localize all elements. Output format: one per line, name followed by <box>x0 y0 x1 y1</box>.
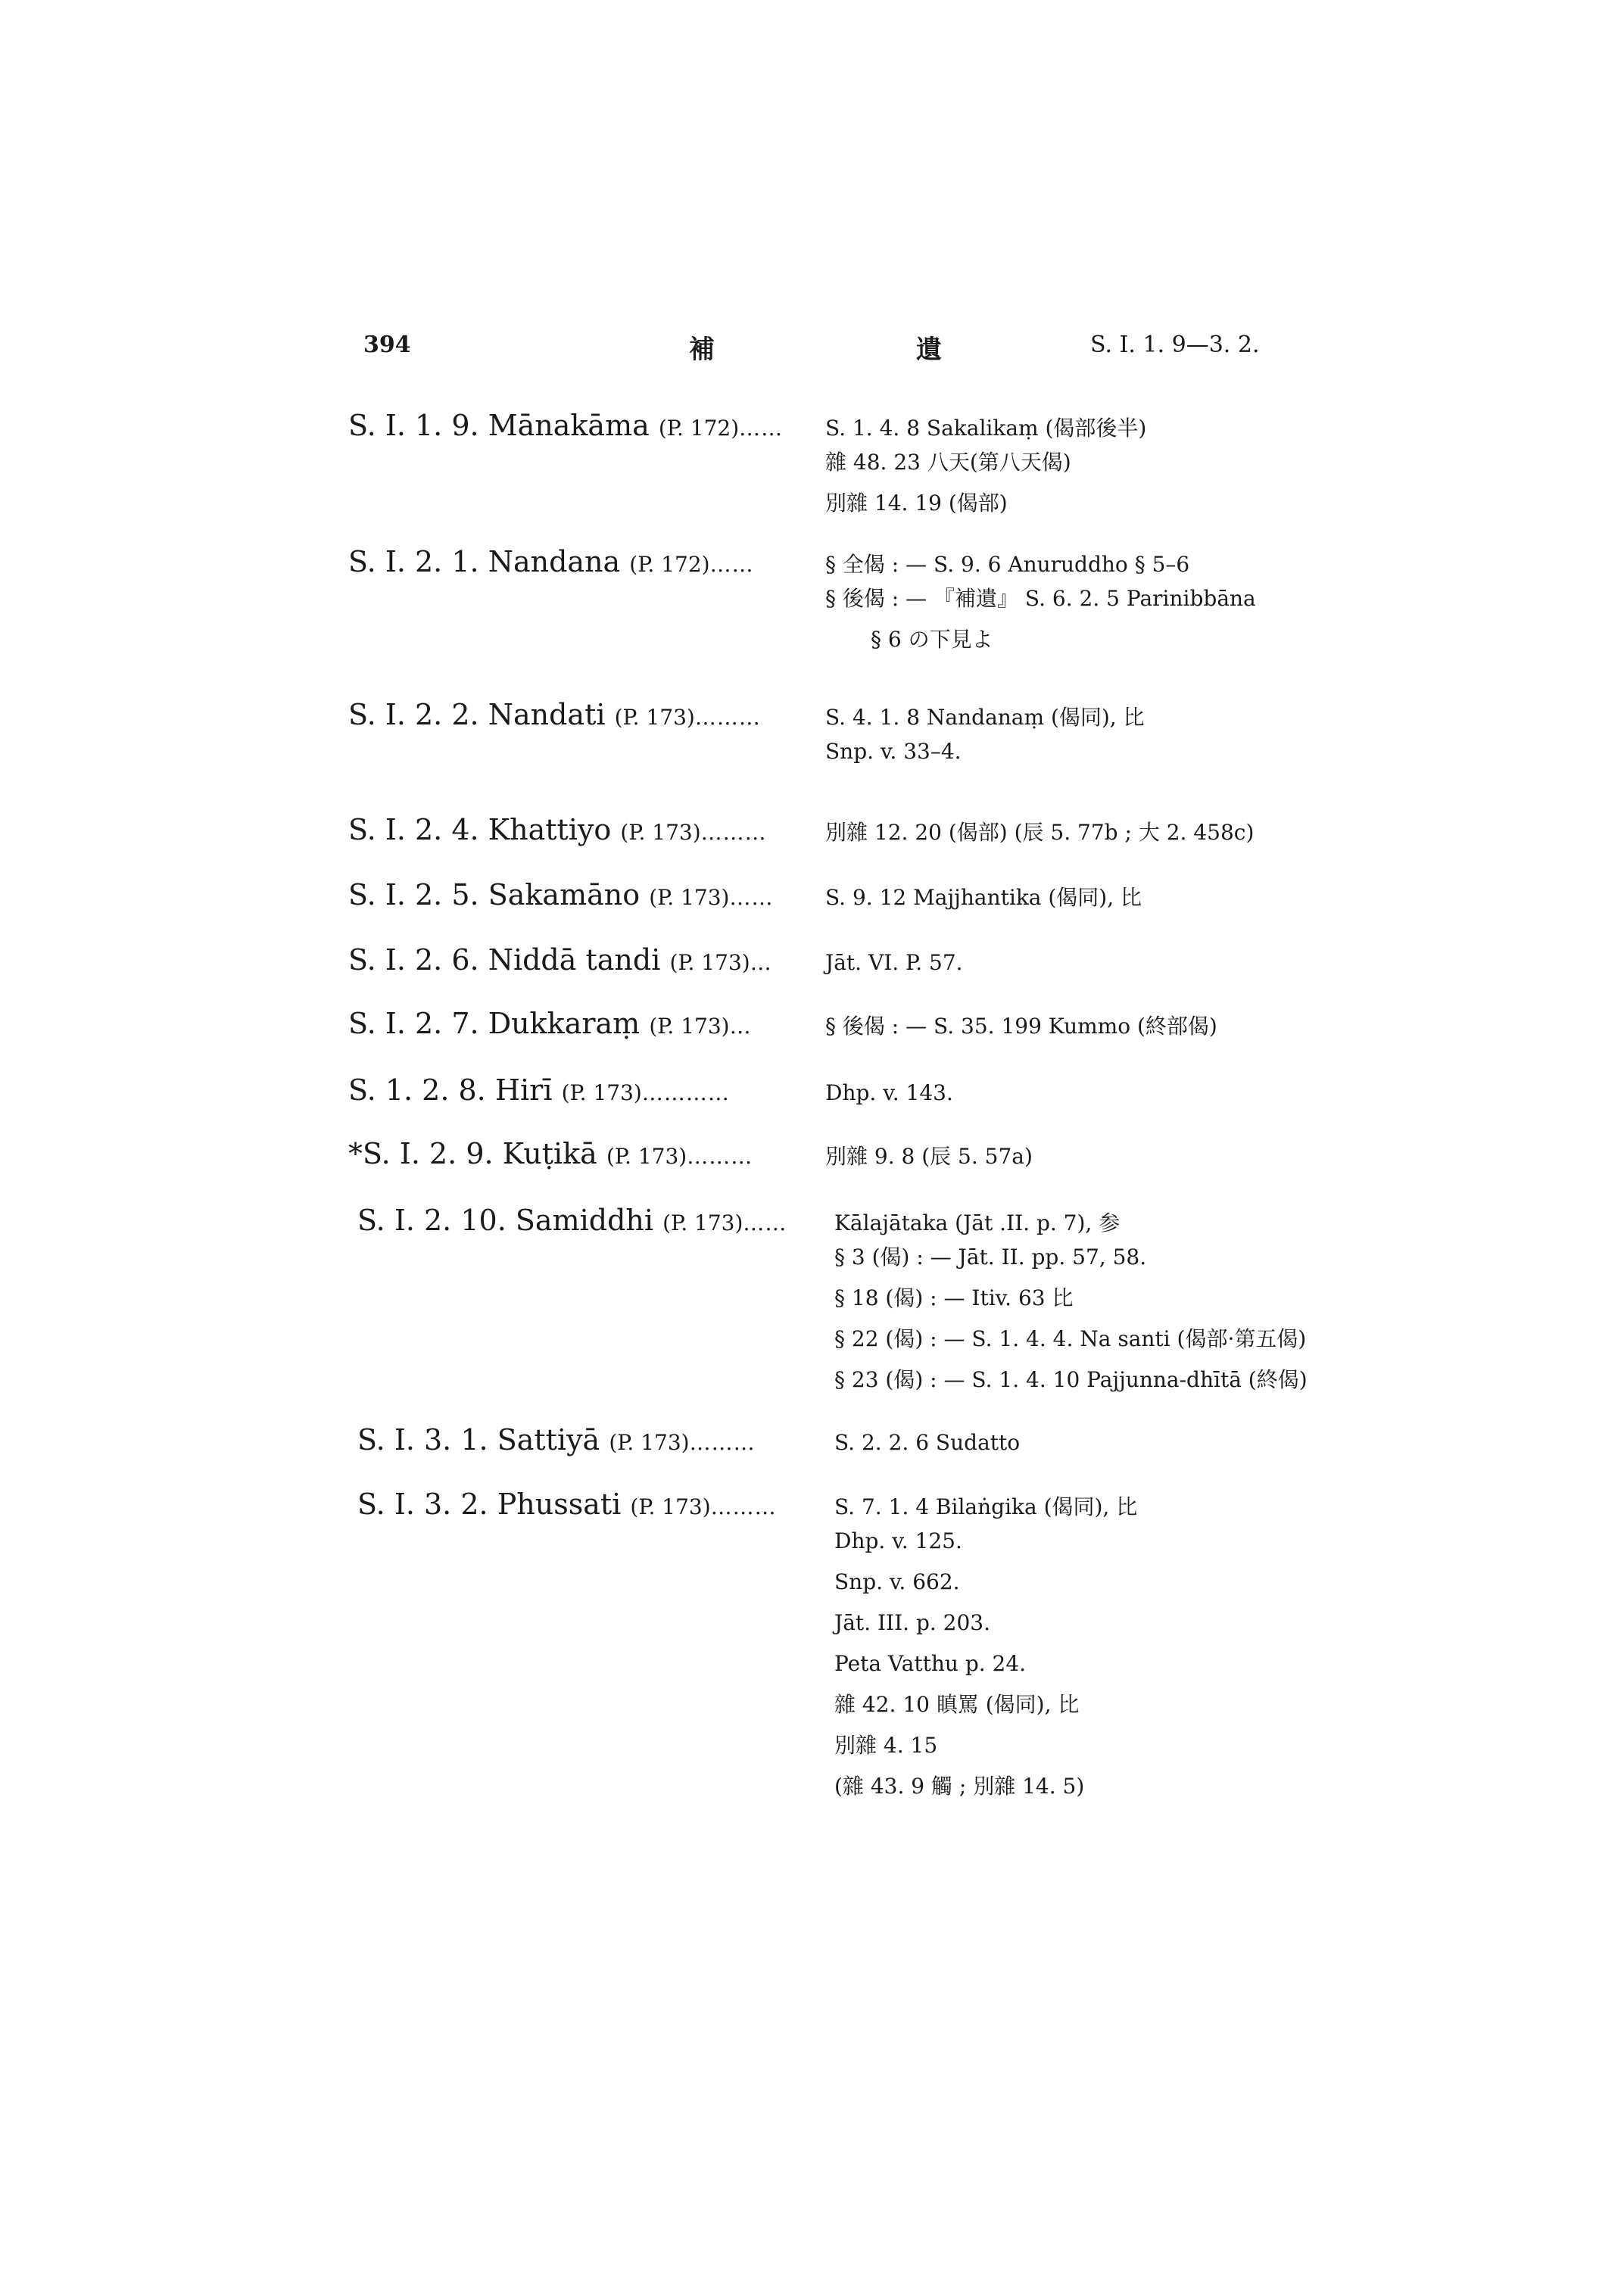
page-header <box>363 332 1302 369</box>
header-title-char-1: 補 <box>689 335 715 365</box>
entry-name: Sattiyā <box>497 1423 600 1456</box>
entry-heading <box>357 1204 834 1237</box>
header-title-char-2: 遺 <box>916 335 942 365</box>
entry-line <box>348 1137 1033 1170</box>
entry-reference: S. 1. 4. 8 Sakalikaṃ (偈部後半) <box>825 416 1147 441</box>
entry-reference: 別雜 14. 19 (偈部) <box>825 491 1008 516</box>
entry-name: Kuṭikā <box>502 1137 597 1170</box>
entry-heading <box>348 1137 825 1170</box>
entry-reference-block <box>834 1521 1137 1807</box>
entry-line <box>348 813 1254 846</box>
entry-id: S. I. 3. 1. <box>357 1423 488 1456</box>
entry <box>348 698 1145 772</box>
entry-reference: § 後偈 : — 『補遺』 S. 6. 2. 5 Parinibbāna <box>825 586 1256 611</box>
entry-reference: § 22 (偈) : — S. 1. 4. 4. Na santi (偈部·第五偈) <box>834 1326 1307 1351</box>
entry-reference: Snp. v. 33–4. <box>825 739 962 764</box>
entry-name: Nandati <box>488 698 606 731</box>
entry-reference: 別雜 4. 15 <box>834 1733 938 1758</box>
entry-reference: Peta Vatthu p. 24. <box>834 1651 1027 1676</box>
entry-line <box>357 1423 1020 1456</box>
entry-reference: § 6 の下見よ <box>871 627 993 652</box>
entry-page-ref: (P. 173) <box>609 1430 690 1455</box>
entry <box>348 545 1256 660</box>
entry-page-ref: (P. 173) <box>614 705 695 730</box>
entry-line <box>348 1007 1217 1040</box>
entry-page-ref: (P. 172) <box>658 416 740 441</box>
entry-name: Mānakāma <box>488 409 650 442</box>
entry-page-ref: (P. 173) <box>561 1080 642 1105</box>
entry-reference: S. 4. 1. 8 Nandanaṃ (偈同), 比 <box>825 705 1145 730</box>
entry-reference-block <box>825 578 1256 660</box>
entry-heading <box>348 878 825 911</box>
entry-reference: Snp. v. 662. <box>834 1569 960 1594</box>
entry-leader-dots: …… <box>729 885 774 910</box>
entry-heading <box>348 1073 825 1107</box>
entry-name: Khattiyo <box>488 813 612 846</box>
entry-reference: § 18 (偈) : — Itiv. 63 比 <box>834 1285 1074 1310</box>
entry <box>348 1137 1033 1170</box>
entry-heading <box>348 545 825 578</box>
entry-heading <box>348 1007 825 1040</box>
entry-page-ref: (P. 172) <box>629 552 710 577</box>
entry-reference: Dhp. v. 125. <box>834 1528 962 1553</box>
entry <box>357 1204 1308 1400</box>
entry-id: *S. I. 2. 9. <box>348 1137 494 1170</box>
entry-id: S. I. 3. 2. <box>357 1488 488 1521</box>
entry-id: S. I. 1. 9. <box>348 409 479 442</box>
entry-line <box>348 943 963 977</box>
entry-reference: S. 2. 2. 6 Sudatto <box>834 1430 1021 1455</box>
entry-line <box>348 698 1145 731</box>
entry-line <box>357 1204 1308 1237</box>
entry-line <box>348 545 1256 578</box>
entry-name: Sakamāno <box>488 878 641 911</box>
entry-reference: § 後偈 : — S. 35. 199 Kummo (終部偈) <box>825 1014 1217 1039</box>
entry <box>348 1073 953 1107</box>
entry-reference-block <box>825 442 1146 524</box>
entry-leader-dots: ………… <box>641 1080 730 1105</box>
entry-reference: Jāt. VI. P. 57. <box>825 950 963 975</box>
entry-leader-dots: … <box>750 950 772 975</box>
entry-reference: 別雜 9. 8 (辰 5. 57a) <box>825 1144 1033 1169</box>
entry <box>348 813 1254 846</box>
entry-leader-dots: ……… <box>700 820 767 845</box>
entry-reference: § 全偈 : — S. 9. 6 Anuruddho § 5–6 <box>825 552 1190 577</box>
entry-leader-dots: …… <box>709 552 754 577</box>
entry-name: Hirī <box>494 1073 553 1107</box>
entry-name: Samiddhi <box>515 1204 654 1237</box>
entry-page-ref: (P. 173) <box>606 1144 687 1169</box>
entry <box>348 878 1142 911</box>
entry-reference: § 23 (偈) : — S. 1. 4. 10 Pajjunna-dhītā (終偈) <box>834 1367 1308 1392</box>
entry-page-ref: (P. 173) <box>649 885 730 910</box>
entry-leader-dots: …… <box>739 416 784 441</box>
entry-heading <box>348 943 825 977</box>
entry-page-ref: (P. 173) <box>630 1494 711 1519</box>
entry-leader-dots: ……… <box>687 1144 753 1169</box>
entry-heading <box>357 1423 834 1456</box>
entry-leader-dots: … <box>729 1014 752 1039</box>
entry-name: Dukkaraṃ <box>488 1007 641 1040</box>
entry-id: S. 1. 2. 8. <box>348 1073 486 1107</box>
entry-reference: S. 9. 12 Majjhantika (偈同), 比 <box>825 885 1142 910</box>
entry-line <box>348 409 1146 442</box>
entry-id: S. I. 2. 4. <box>348 813 479 846</box>
entry-reference: 雜 42. 10 瞋罵 (偈同), 比 <box>834 1692 1080 1717</box>
entry-id: S. I. 2. 10. <box>357 1204 507 1237</box>
entry-reference: 雜 48. 23 八天(第八天偈) <box>825 450 1071 475</box>
page-number: 394 <box>363 332 411 358</box>
entry-leader-dots: ……… <box>694 705 761 730</box>
entry-reference: Jāt. III. p. 203. <box>834 1610 991 1635</box>
entry-heading <box>348 813 825 846</box>
entry <box>348 409 1146 524</box>
entry-id: S. I. 2. 7. <box>348 1007 479 1040</box>
entry-page-ref: (P. 173) <box>662 1210 743 1235</box>
entry-line <box>348 878 1142 911</box>
entry-reference: Dhp. v. 143. <box>825 1080 953 1105</box>
entry-reference-block <box>834 1237 1308 1400</box>
entry-reference: S. 7. 1. 4 Bilaṅgika (偈同), 比 <box>834 1494 1138 1519</box>
entry-heading <box>357 1488 834 1521</box>
entry-line <box>357 1488 1137 1521</box>
entry <box>357 1488 1137 1807</box>
entry-reference: (雜 43. 9 觸 ; 別雜 14. 5) <box>834 1774 1085 1799</box>
entry-reference-block <box>825 731 1145 772</box>
entry-reference: Kālajātaka (Jāt .II. p. 7), 参 <box>834 1210 1121 1235</box>
entry-name: Nandana <box>488 545 621 578</box>
entry-id: S. I. 2. 5. <box>348 878 479 911</box>
entry-name: Phussati <box>497 1488 622 1521</box>
entry <box>348 1007 1217 1040</box>
entry <box>348 943 963 977</box>
entry-reference: 別雜 12. 20 (偈部) (辰 5. 77b ; 大 2. 458c) <box>825 820 1255 845</box>
entry-id: S. I. 2. 1. <box>348 545 479 578</box>
entry-id: S. I. 2. 6. <box>348 943 479 977</box>
entry-id: S. I. 2. 2. <box>348 698 479 731</box>
running-head: S. I. 1. 9—3. 2. <box>1090 332 1260 358</box>
entry-leader-dots: …… <box>743 1210 787 1235</box>
entry-name: Niddā tandi <box>488 943 661 977</box>
entry-page-ref: (P. 173) <box>620 820 701 845</box>
entry <box>357 1423 1020 1456</box>
entry-line <box>348 1073 953 1107</box>
entry-page-ref: (P. 173) <box>649 1014 730 1039</box>
entry-leader-dots: ……… <box>710 1494 777 1519</box>
entry-page-ref: (P. 173) <box>669 950 750 975</box>
entry-heading <box>348 698 825 731</box>
entry-heading <box>348 409 825 442</box>
entry-leader-dots: ……… <box>689 1430 756 1455</box>
entry-reference: § 3 (偈) : — Jāt. II. pp. 57, 58. <box>834 1245 1147 1270</box>
